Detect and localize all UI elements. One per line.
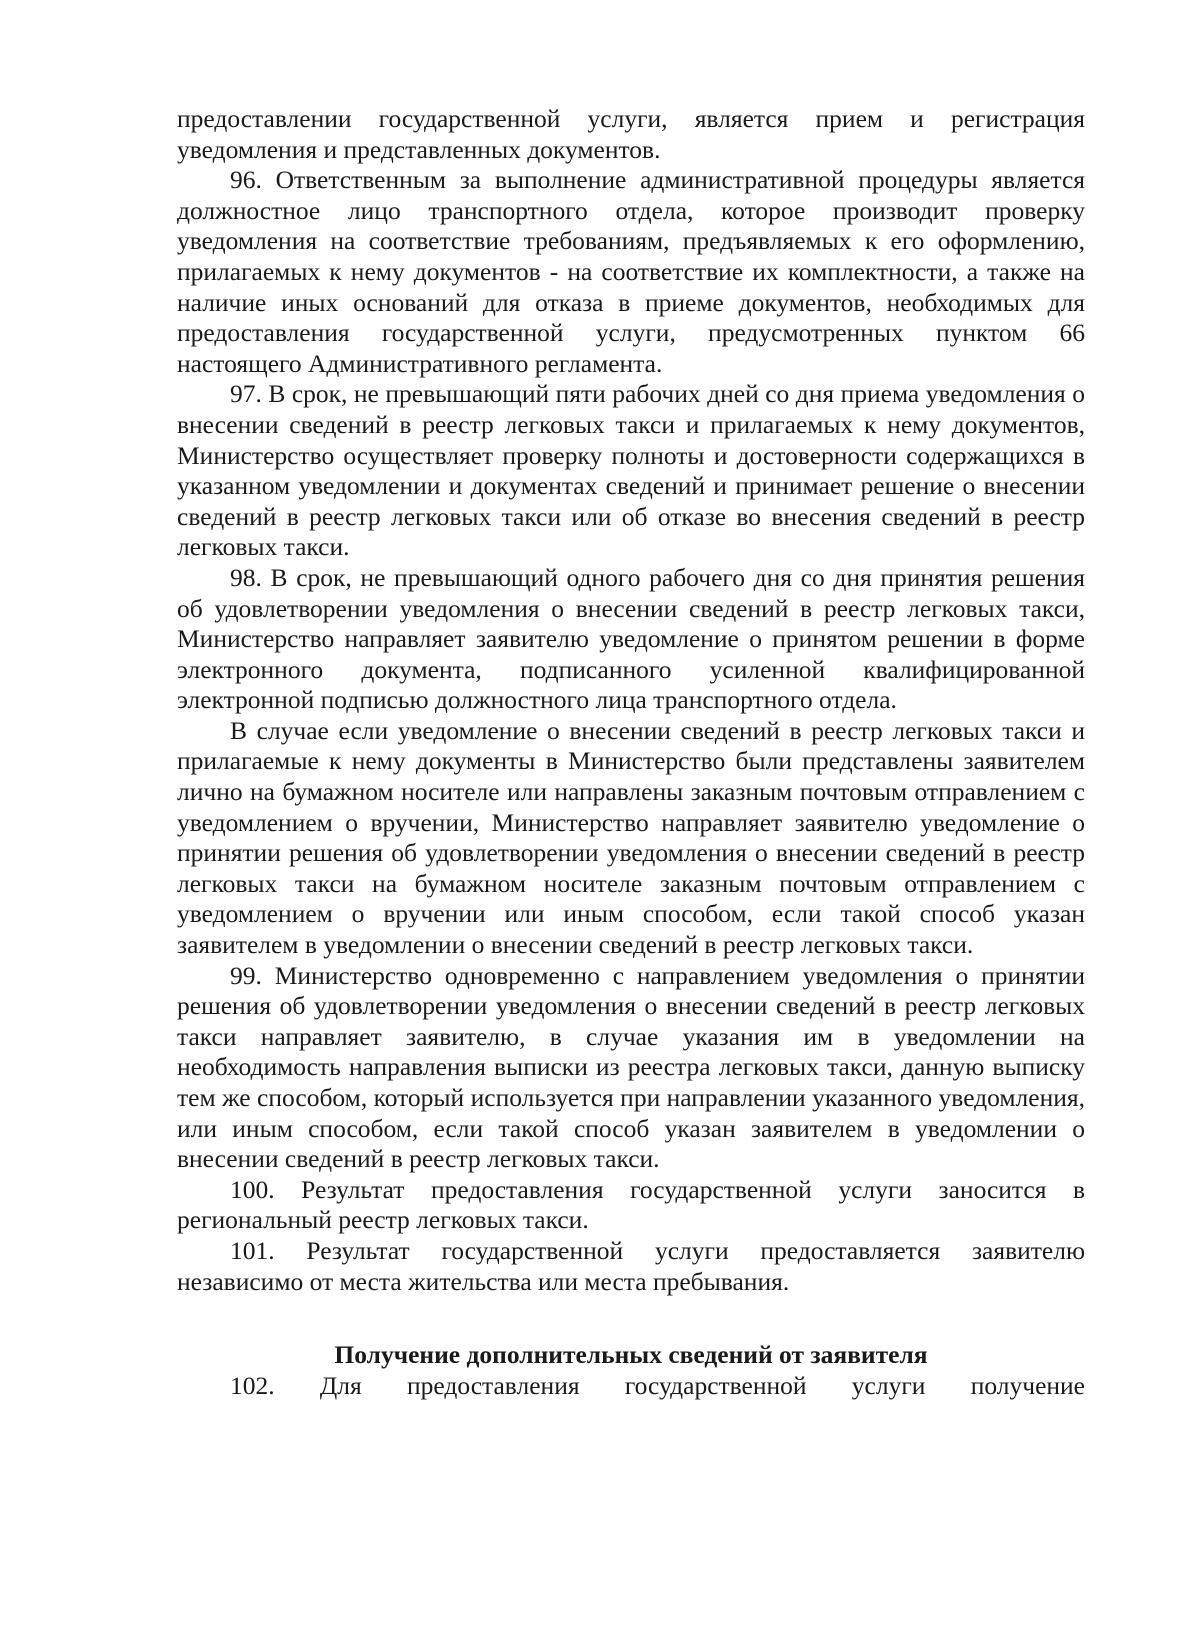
paragraph-98-case: В случае если уведомление о внесении сведений в реестр легковых такси и прилагаемые к нему документы в Министерство были представлены заявителем лично на бумажном носителе или направлены заказным почтовым отправлением с уведомлением о вручении, Министерство направляет заявителю уведомление о принятии решения об удовлетворении уведомления о внесении сведений в реестр легковых такси на бумажном носителе заказным почтовым отправлением с уведомлением о вручении или иным способом, если такой способ указан заявителем в уведомлении о внесении сведений в реестр легковых такси. bbox=[177, 715, 1085, 960]
document-page bbox=[177, 104, 1085, 1401]
section-heading: Получение дополнительных сведений от заявителя bbox=[334, 1340, 928, 1370]
paragraph-99: 99. Министерство одновременно с направлением уведомления о принятии решения об удовлетворении уведомления о внесении сведений в реестр легковых такси направляет заявителю, в случае указания им в уведомлении на необходимость направления выписки из реестра легковых такси, данную выписку тем же способом, который используется при направлении указанного уведомления, или иным способом, если такой способ указан заявителем в уведомлении о внесении сведений в реестр легковых такси. bbox=[177, 960, 1085, 1174]
paragraph-102: 102. Для предоставления государственной услуги получение bbox=[230, 1370, 1085, 1400]
paragraph-continuation: предоставлении государственной услуги, является прием и регистрация уведомления и представленных документов. bbox=[177, 104, 1085, 164]
paragraph-96: 96. Ответственным за выполнение административной процедуры является должностное лицо транспортного отдела, которое производит проверку уведомления на соответствие требованиям, предъявляемых к его оформлению, прилагаемых к нему документов - на соответствие их комплектности, а также на наличие иных оснований для отказа в приеме документов, необходимых для предоставления государственной услуги, предусмотренных пунктом 66 настоящего Административного регламента. bbox=[177, 165, 1085, 378]
paragraph-98: 98. В срок, не превышающий одного рабочего дня со дня принятия решения об удовлетворении уведомления о внесении сведений в реестр легковых такси, Министерство направляет заявителю уведомление о принятом решении в форме электронного документа, подписанного усиленной квалифицированной электронной подписью должностного лица транспортного отдела. bbox=[177, 562, 1085, 715]
paragraph-100: 100. Результат предоставления государственной услуги заносится в региональный реестр легковых такси. bbox=[177, 1174, 1085, 1235]
paragraph-97: 97. В срок, не превышающий пяти рабочих дней со дня приема уведомления о внесении сведений в реестр легковых такси и прилагаемых к нему документов, Министерство осуществляет проверку полноты и достоверности содержащихся в указанном уведомлении и документах сведений и принимает решение о внесении сведений в реестр легковых такси или об отказе во внесения сведений в реестр легковых такси. bbox=[177, 379, 1085, 562]
paragraph-101: 101. Результат государственной услуги предоставляется заявителю независимо от места жительства или места пребывания. bbox=[177, 1235, 1085, 1296]
